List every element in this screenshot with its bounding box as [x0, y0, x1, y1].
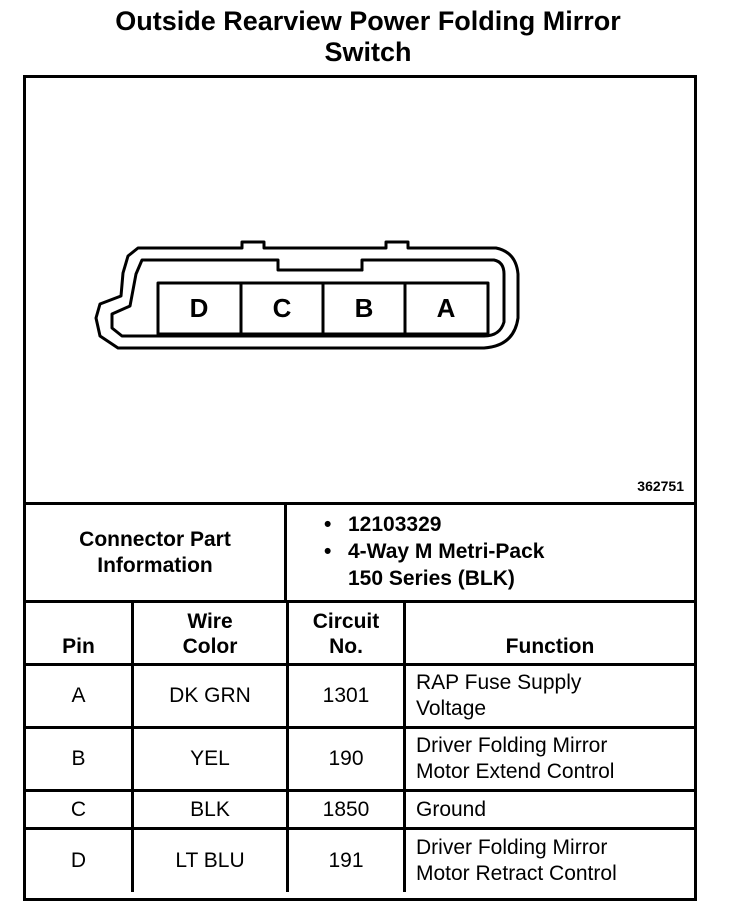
- title-line-1: Outside Rearview Power Folding Mirror: [115, 6, 621, 36]
- connector-info-label: Connector Part Information: [26, 505, 287, 600]
- function-cell: Driver Folding Mirror Motor Extend Control: [405, 728, 695, 791]
- cavity-label-d: D: [189, 293, 209, 323]
- wire-color-cell: LT BLU: [133, 829, 288, 892]
- connector-drawing: [26, 78, 694, 502]
- connector-part-info: [26, 505, 694, 603]
- circuit-cell: 190: [288, 728, 405, 791]
- wire-color-cell: BLK: [133, 791, 288, 829]
- figure-id: 362751: [637, 478, 684, 494]
- connector-figure: [26, 78, 694, 505]
- pin-cell: A: [26, 665, 133, 728]
- pin-cell: B: [26, 728, 133, 791]
- circuit-cell: 1301: [288, 665, 405, 728]
- pin-cell: C: [26, 791, 133, 829]
- cavity-label-a: A: [436, 293, 456, 323]
- title-line-2: Switch: [324, 37, 412, 67]
- page-title: [0, 6, 736, 68]
- part-number-item: • 12103329: [324, 511, 544, 538]
- header-function: Function: [405, 600, 695, 665]
- wire-color-cell: DK GRN: [133, 665, 288, 728]
- cavity-label-c: C: [272, 293, 292, 323]
- cavity-label-b: B: [354, 293, 374, 323]
- connector-type-item: • 4-Way M Metri-Pack 150 Series (BLK): [324, 538, 544, 592]
- pin-table-header: [26, 600, 694, 665]
- connector-sheet: [23, 75, 697, 901]
- pin-table: [26, 600, 694, 892]
- table-row: [26, 829, 694, 892]
- connector-info-list: [324, 511, 544, 592]
- function-cell: Driver Folding Mirror Motor Retract Control: [405, 829, 695, 892]
- function-cell: RAP Fuse Supply Voltage: [405, 665, 695, 728]
- header-pin: Pin: [26, 600, 133, 665]
- wire-color-cell: YEL: [133, 728, 288, 791]
- table-row: [26, 791, 694, 829]
- function-cell: Ground: [405, 791, 695, 829]
- header-wire-color: Wire Color: [133, 600, 288, 665]
- circuit-cell: 1850: [288, 791, 405, 829]
- circuit-cell: 191: [288, 829, 405, 892]
- connector-lock-tab: [278, 262, 362, 270]
- table-row: [26, 728, 694, 791]
- header-circuit-no: Circuit No.: [288, 600, 405, 665]
- pin-cell: D: [26, 829, 133, 892]
- table-row: [26, 665, 694, 728]
